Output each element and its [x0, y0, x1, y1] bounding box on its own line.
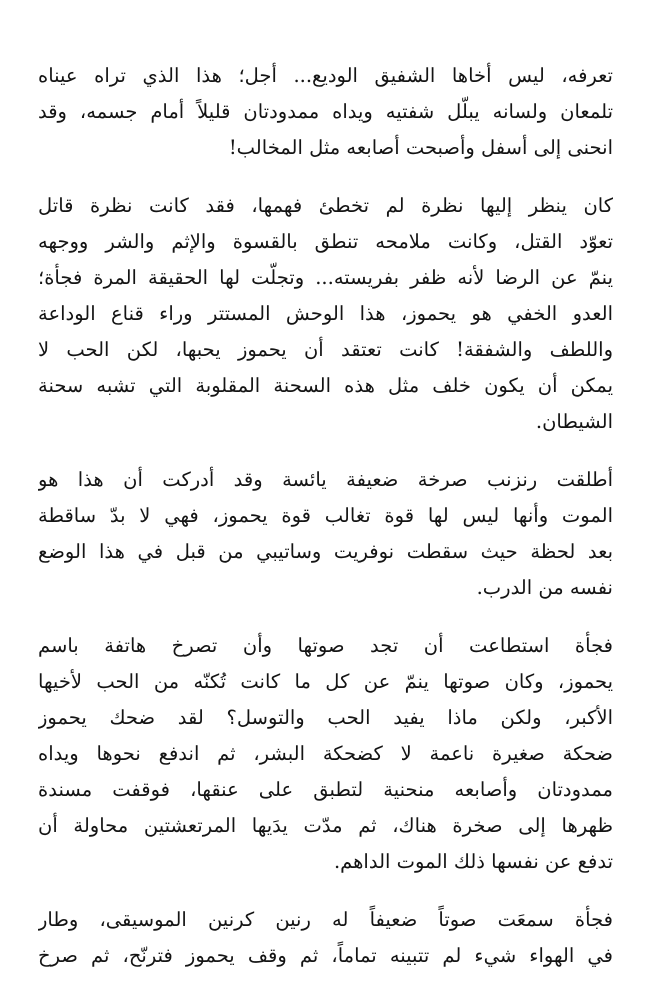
paragraph	[38, 462, 613, 606]
text-line: كان ينظر إليها نظرة لم تخطئ فهمها، فقد كانت نظرة قاتل	[38, 194, 613, 217]
text-line: تلمعان ولسانه يبلّل شفتيه ويداه ممدودتان قليلاً أمام جسمه، وقد	[38, 100, 613, 123]
text-line: يحموز، وكان صوتها ينمّ عن كل ما كانت تُكنّه من الحب لأخيها	[38, 670, 613, 693]
text-line: نفسه من الدرب.	[476, 576, 613, 599]
text-line: يمكن أن يكون خلف مثل هذه السحنة المقلوبة التي تشبه سحنة	[38, 374, 613, 397]
text-line: الأكبر، ولكن ماذا يفيد الحب والتوسل؟ لقد ضحك يحموز	[38, 706, 613, 729]
text-line: الموت وأنها ليس لها قوة تغالب قوة يحموز، فهي لا بدّ ساقطة	[38, 504, 613, 527]
text-line: تعوّد القتل، وكانت ملامحه تنطق بالقسوة والإثم والشر ووجهه	[38, 230, 613, 253]
text-line: ينمّ عن الرضا لأنه ظفر بفريسته... وتجلّت لها الحقيقة المرة فجأة؛	[38, 266, 613, 289]
text-line: فجأة استطاعت أن تجد صوتها وأن تصرخ هاتفة باسم	[38, 634, 613, 657]
text-line: فجأة سمعَت صوتاً ضعيفاً له رنين كرنين الموسيقى، وطار	[38, 908, 613, 931]
text-line: انحنى إلى أسفل وأصبحت أصابعه مثل المخالب!	[228, 136, 613, 159]
text-line: واللطف والشفقة! كانت تعتقد أن يحموز يحبها، لكن الحب لا	[38, 338, 613, 361]
text-line: ضحكة صغيرة ناعمة لا كضحكة البشر، ثم اندفع نحوها ويداه	[38, 742, 613, 765]
paragraph	[38, 628, 613, 880]
text-line: الشيطان.	[535, 410, 613, 433]
text-line: تدفع عن نفسها ذلك الموت الداهم.	[333, 850, 613, 873]
paragraph	[38, 902, 613, 974]
text-line: العدو الخفي هو يحموز، هذا الوحش المستتر وراء قناع الوداعة	[38, 302, 613, 325]
text-line: بعد لحظة حيث سقطت نوفريت وساتيبي من قبل في هذا الوضع	[38, 540, 613, 563]
text-line: ظهرها إلى صخرة هناك، ثم مدّت يدَيها المرتعشتين محاولة أن	[38, 814, 613, 837]
paragraph	[38, 188, 613, 440]
text-line: ممدودتان وأصابعه منحنية لتطبق على عنقها، فوقفت مسندة	[38, 778, 613, 801]
paragraph	[38, 58, 613, 166]
text-line: تعرفه، ليس أخاها الشفيق الوديع... أجل؛ هذا الذي تراه عيناه	[38, 64, 613, 87]
text-line: في الهواء شيء لم تتبينه تماماً، ثم وقف يحموز فترنّح، ثم صرخ	[38, 944, 613, 967]
text-line: أطلقت رنزنب صرخة ضعيفة يائسة وقد أدركت أن هذا هو	[38, 468, 613, 491]
